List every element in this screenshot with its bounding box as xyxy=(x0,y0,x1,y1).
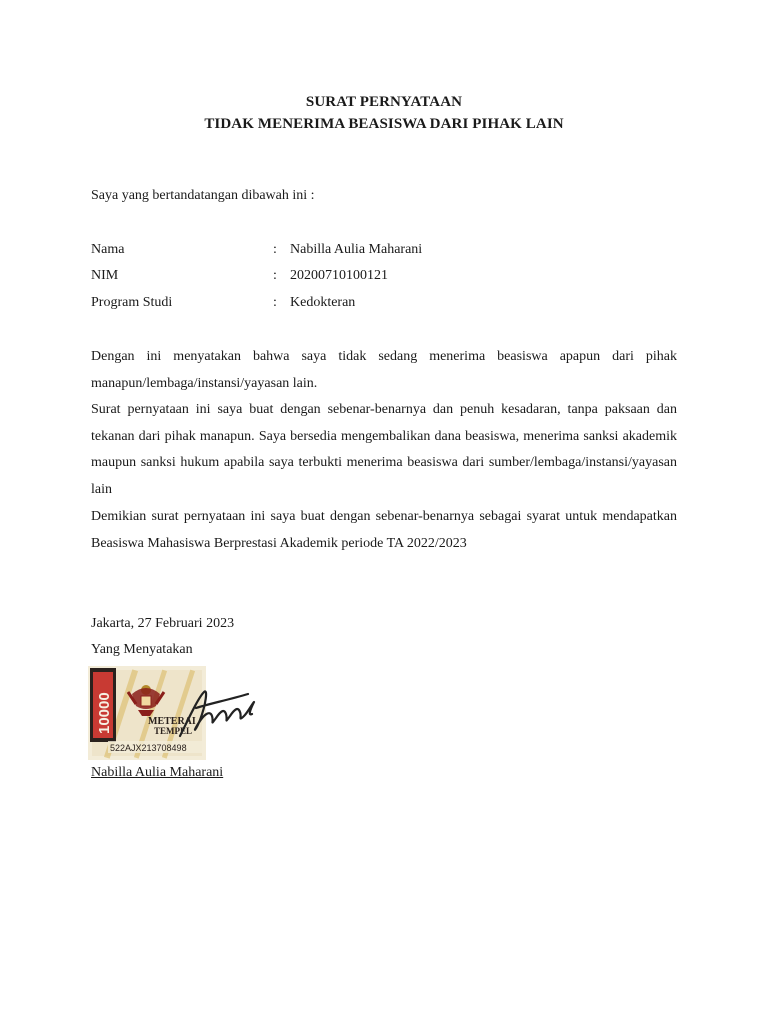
intro-statement: Saya yang bertandatangan dibawah ini : xyxy=(91,188,315,203)
field-colon: : xyxy=(273,268,277,283)
field-value-nim: 20200710100121 xyxy=(290,268,388,283)
stamp-and-signature xyxy=(88,664,260,762)
stamp-value-text: 10000 xyxy=(96,692,113,734)
document-title-line1: SURAT PERNYATAAN xyxy=(305,94,463,110)
field-label-name: Nama xyxy=(91,242,125,257)
field-label-nim: NIM xyxy=(91,268,119,283)
stamp-serial: 522AJX213708498 xyxy=(110,743,187,753)
meterai-stamp-image xyxy=(88,664,260,762)
statement-paragraph-2: Surat pernyataan ini saya buat dengan sebenar-benarnya dan penuh kesadaran, tanpa paksaan dan tekanan dari pihak manapun. Saya bersedia mengembalikan dana beasiswa, menerima sanksi akademik maupun sanksi hukum apabila saya terbukti menerima beasiswa dari sumber/lembaga/instansi/yayasan lain xyxy=(91,402,677,497)
statement-paragraph-3: Demikian surat pernyataan ini saya buat dengan sebenar-benarnya sebagai syarat untuk mendapatkan Beasiswa Mahasiswa Berprestasi Akademik periode TA 2022/2023 xyxy=(91,509,677,551)
place-date: Jakarta, 27 Februari 2023 xyxy=(91,616,235,631)
field-value-name: Nabilla Aulia Maharani xyxy=(290,242,423,257)
stamp-label-meterai: METERAI xyxy=(148,716,196,727)
signer-name: Nabilla Aulia Maharani xyxy=(91,765,224,780)
stamp-label-tempel: TEMPEL xyxy=(154,726,193,736)
statement-paragraph-1: Dengan ini menyatakan bahwa saya tidak sedang menerima beasiswa apapun dari pihak manapun/lembaga/instansi/yayasan lain. xyxy=(91,349,677,391)
signer-role: Yang Menyatakan xyxy=(91,642,193,657)
document-title-line2: TIDAK MENERIMA BEASISWA DARI PIHAK LAIN xyxy=(204,116,564,132)
field-colon: : xyxy=(273,242,277,257)
field-label-program: Program Studi xyxy=(91,295,173,310)
field-colon: : xyxy=(273,295,277,310)
field-value-program: Kedokteran xyxy=(290,295,356,310)
